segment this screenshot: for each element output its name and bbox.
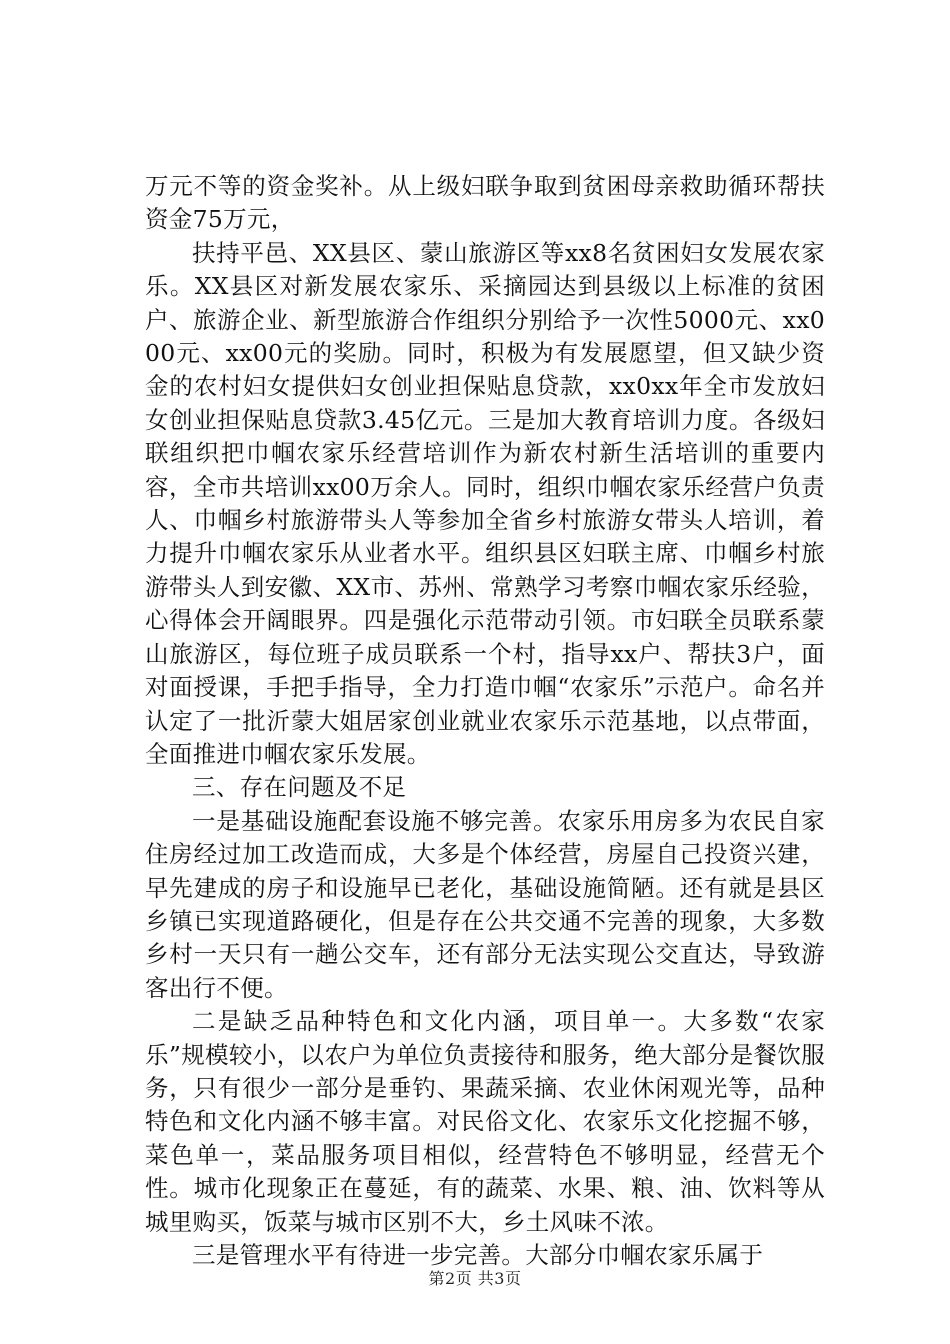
- paragraph-funding-continued: 万元不等的资金奖补。从上级妇联争取到贫困母亲救助循环帮扶资金75万元，: [145, 172, 825, 234]
- section-heading-problems: 三、存在问题及不足: [192, 773, 407, 802]
- document-body: [145, 170, 825, 1272]
- paragraph-lack-of-features: 二是缺乏品种特色和文化内涵，项目单一。大多数“农家乐”规模较小，以农户为单位负责接待和服务，绝大部分是餐饮服务，只有很少一部分是垂钓、果蔬采摘、农业休闲观光等，品种特色和文化内涵不够丰富。对民俗文化、农家乐文化挖掘不够，菜色单一，菜品服务项目相似，经营特色不够明显，经营无个性。城市化现象正在蔓延，有的蔬菜、水果、粮、油、饮料等从城里购买，饭菜与城市区别不大，乡土风味不浓。: [145, 1007, 825, 1236]
- paragraph-infrastructure: 一是基础设施配套设施不够完善。农家乐用房多为农民自家住房经过加工改造而成，大多是个体经营，房屋自己投资兴建，早先建成的房子和设施早已老化，基础设施简陋。还有就是县区乡镇已实现道路硬化，但是存在公共交通不完善的现象，大多数乡村一天只有一趟公交车，还有部分无法实现公交直达，导致游客出行不便。: [145, 806, 825, 1002]
- paragraph-management: 三是管理水平有待进一步完善。大部分巾帼农家乐属于: [192, 1241, 764, 1269]
- paragraph-support-measures: 扶持平邑、XX县区、蒙山旅游区等xx8名贫困妇女发展农家乐。XX县区对新发展农家乐、采摘园达到县级以上标准的贫困户、旅游企业、新型旅游合作组织分别给予一次性5000元、xx000元、xx00元的奖励。同时，积极为有发展愿望，但又缺少资金的农村妇女提供妇女创业担保贴息贷款，xx0xx年全市发放妇女创业担保贴息贷款3.45亿元。三是加大教育培训力度。各级妇联组织把巾帼农家乐经营培训作为新农村新生活培训的重要内容，全市共培训xx00万余人。同时，组织巾帼农家乐经营户负责人、巾帼乡村旅游带头人等参加全省乡村旅游女带头人培训，着力提升巾帼农家乐从业者水平。组织县区妇联主席、巾帼乡村旅游带头人到安徽、XX市、苏州、常熟学习考察巾帼农家乐经验，心得体会开阔眼界。四是强化示范带动引领。市妇联全员联系蒙山旅游区，每位班子成员联系一个村，指导xx户、帮扶3户，面对面授课，手把手指导，全力打造巾帼“农家乐”示范户。命名并认定了一批沂蒙大姐居家创业就业农家乐示范基地，以点带面，全面推进巾帼农家乐发展。: [145, 238, 825, 768]
- page-footer: 第2页 共3页: [428, 1269, 522, 1288]
